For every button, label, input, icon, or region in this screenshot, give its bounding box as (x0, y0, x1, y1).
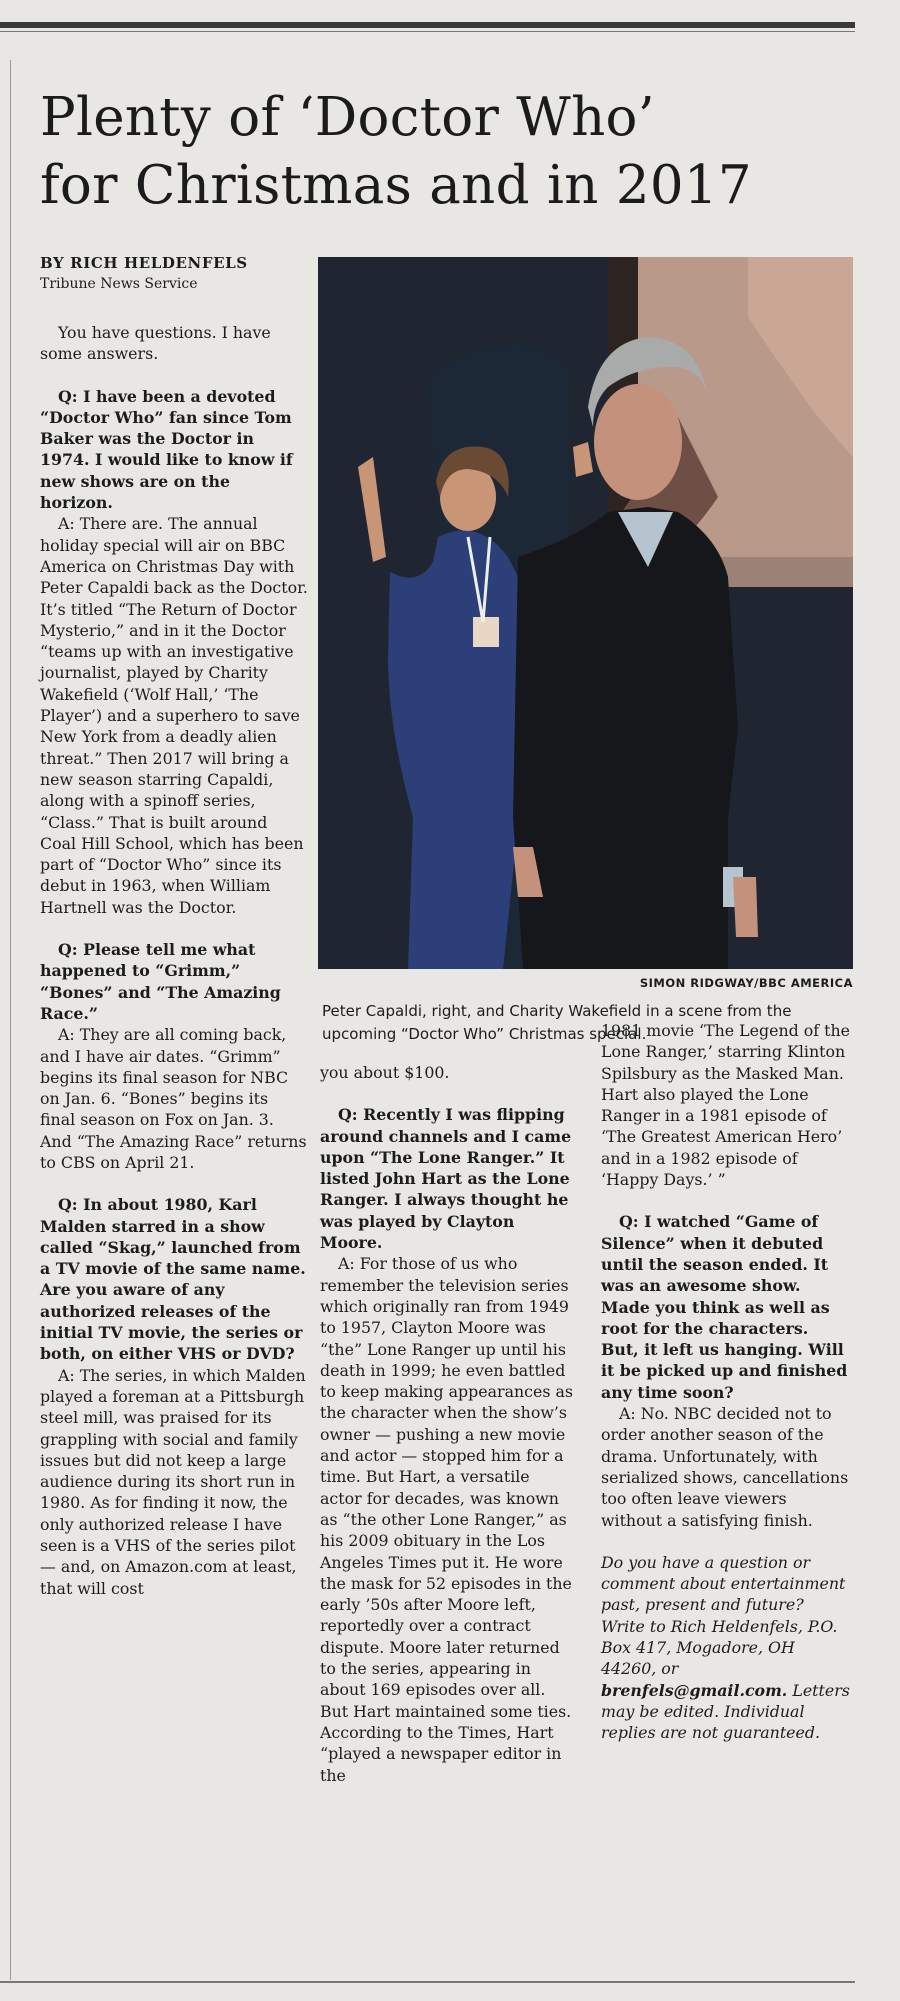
headline (40, 84, 860, 220)
question-paragraph: Q: Recently I was flipping around channels and I came upon “The Lone Ranger.” It listed John Hart as the Lone Ranger. I always thought he was played by Clayton Moore. (320, 1105, 572, 1253)
top-rule (0, 22, 855, 28)
column-3 (601, 1020, 851, 1744)
headline-line-1: Plenty of ‘Doctor Who’ (40, 87, 655, 148)
photo-illustration (318, 257, 853, 969)
bottom-rule (0, 1981, 855, 1983)
question-paragraph: Q: I watched “Game of Silence” when it debuted until the season ended. It was an awesome show. Made you think as well as root for the characters. But, it left us hanging. Will it be picked up and finished any time soon? (601, 1212, 848, 1402)
left-rule (10, 60, 11, 1980)
question-paragraph: Q: In about 1980, Karl Malden starred in a show called “Skag,” launched from a TV movie of the same name. Are you aware of any authorized releases of the initial TV movie, the series or both, on either VHS or DVD? (40, 1195, 306, 1364)
answer-paragraph: A: For those of us who remember the television series which originally ran from 1949 to 1957, Clayton Moore was “the” Lone Ranger up until his death in 1999; he even battled to keep making appearances as the character when the show’s owner — pushing a new movie and actor — stopped him for a time. But Hart, a versatile actor for decades, was known as “the other Lone Ranger,” as his 2009 obituary in the Los Angeles Times put it. He wore the mask for 52 episodes in the early ’50s after Moore left, reportedly over a contract dispute. Moore later returned to the series, appearing in about 169 episodes over all. But Hart maintained some ties. According to the Times, Hart “played a newspaper editor in the (320, 1254, 574, 1785)
news-service: Tribune News Service (40, 276, 198, 292)
column-2 (320, 1062, 576, 1786)
email-link[interactable]: brenfels@gmail.com. (601, 1680, 788, 1700)
answer-paragraph: A: They are all coming back, and I have air dates. “Grimm” begins its final season for NBC on Jan. 6. “Bones” begins its final season on Fox on Jan. 3. And “The Amazing Race” returns to CBS on April 21. (40, 1025, 307, 1172)
reader-note-text-end: Letters may be edited. Individual replies are not guaranteed. (601, 1680, 850, 1743)
answer-paragraph: A: No. NBC decided not to order another season of the drama. Unfortunately, with serialized shows, cancellations too often leave viewers without a satisfying finish. (601, 1404, 849, 1530)
answer-paragraph: A: The series, in which Malden played a foreman at a Pittsburgh steel mill, was praised for its grappling with social and family issues but did not keep a large audience during its short run in 1980. As for finding it now, the only authorized release I have seen is a VHS of the series pilot — and, on Amazon.com at least, that will cost (40, 1365, 306, 1598)
reader-note-text: Do you have a question or comment about entertainment past, present and future? Write to Rich Heldenfels, P.O. Box 417, Mogadore, OH 44260, or (601, 1552, 846, 1679)
photo (318, 257, 853, 969)
byline: BY RICH HELDENFELS (40, 254, 248, 272)
continuation-paragraph: you about $100. (320, 1063, 450, 1082)
photo-credit: SIMON RIDGWAY/BBC AMERICA (639, 976, 853, 990)
continuation-paragraph: 1981 movie ‘The Legend of the Lone Ranger,’ starring Klinton Spilsbury as the Masked Man. Hart also played the Lone Ranger in a 1981 episode of ‘The Greatest American Hero’ and in a 1982 episode of ‘Happy Days.’ ” (601, 1021, 851, 1190)
reader-note (601, 1552, 851, 1744)
question-paragraph: Q: Please tell me what happened to “Grimm,” “Bones” and “The Amazing Race.” (40, 940, 281, 1023)
column-1 (40, 322, 308, 1599)
photo-caption: Peter Capaldi, right, and Charity Wakefield in a scene from the upcoming “Doctor Who” Christmas special. (322, 1002, 792, 1043)
headline-line-2: for Christmas and in 2017 (40, 155, 752, 216)
question-paragraph: Q: I have been a devoted “Doctor Who” fan since Tom Baker was the Doctor in 1974. I would like to know if new shows are on the horizon. (40, 386, 293, 513)
intro-paragraph: You have questions. I have some answers. (40, 323, 271, 364)
top-rule-thin (0, 31, 855, 32)
answer-paragraph: A: There are. The annual holiday special will air on BBC America on Christmas Day with Peter Capaldi back as the Doctor. It’s titled “The Return of Doctor Mysterio,” and in it the Doctor “teams up with an investigative journalist, played by Charity Wakefield (‘Wolf Hall,’ ‘The Player’) and a superhero to save New York from a deadly alien threat.” Then 2017 will bring a new season starring Capaldi, along with a spinoff series, “Class.” That is built around Coal Hill School, which has been part of “Doctor Who” since its debut in 1963, when William Hartnell was the Doctor. (40, 514, 308, 917)
